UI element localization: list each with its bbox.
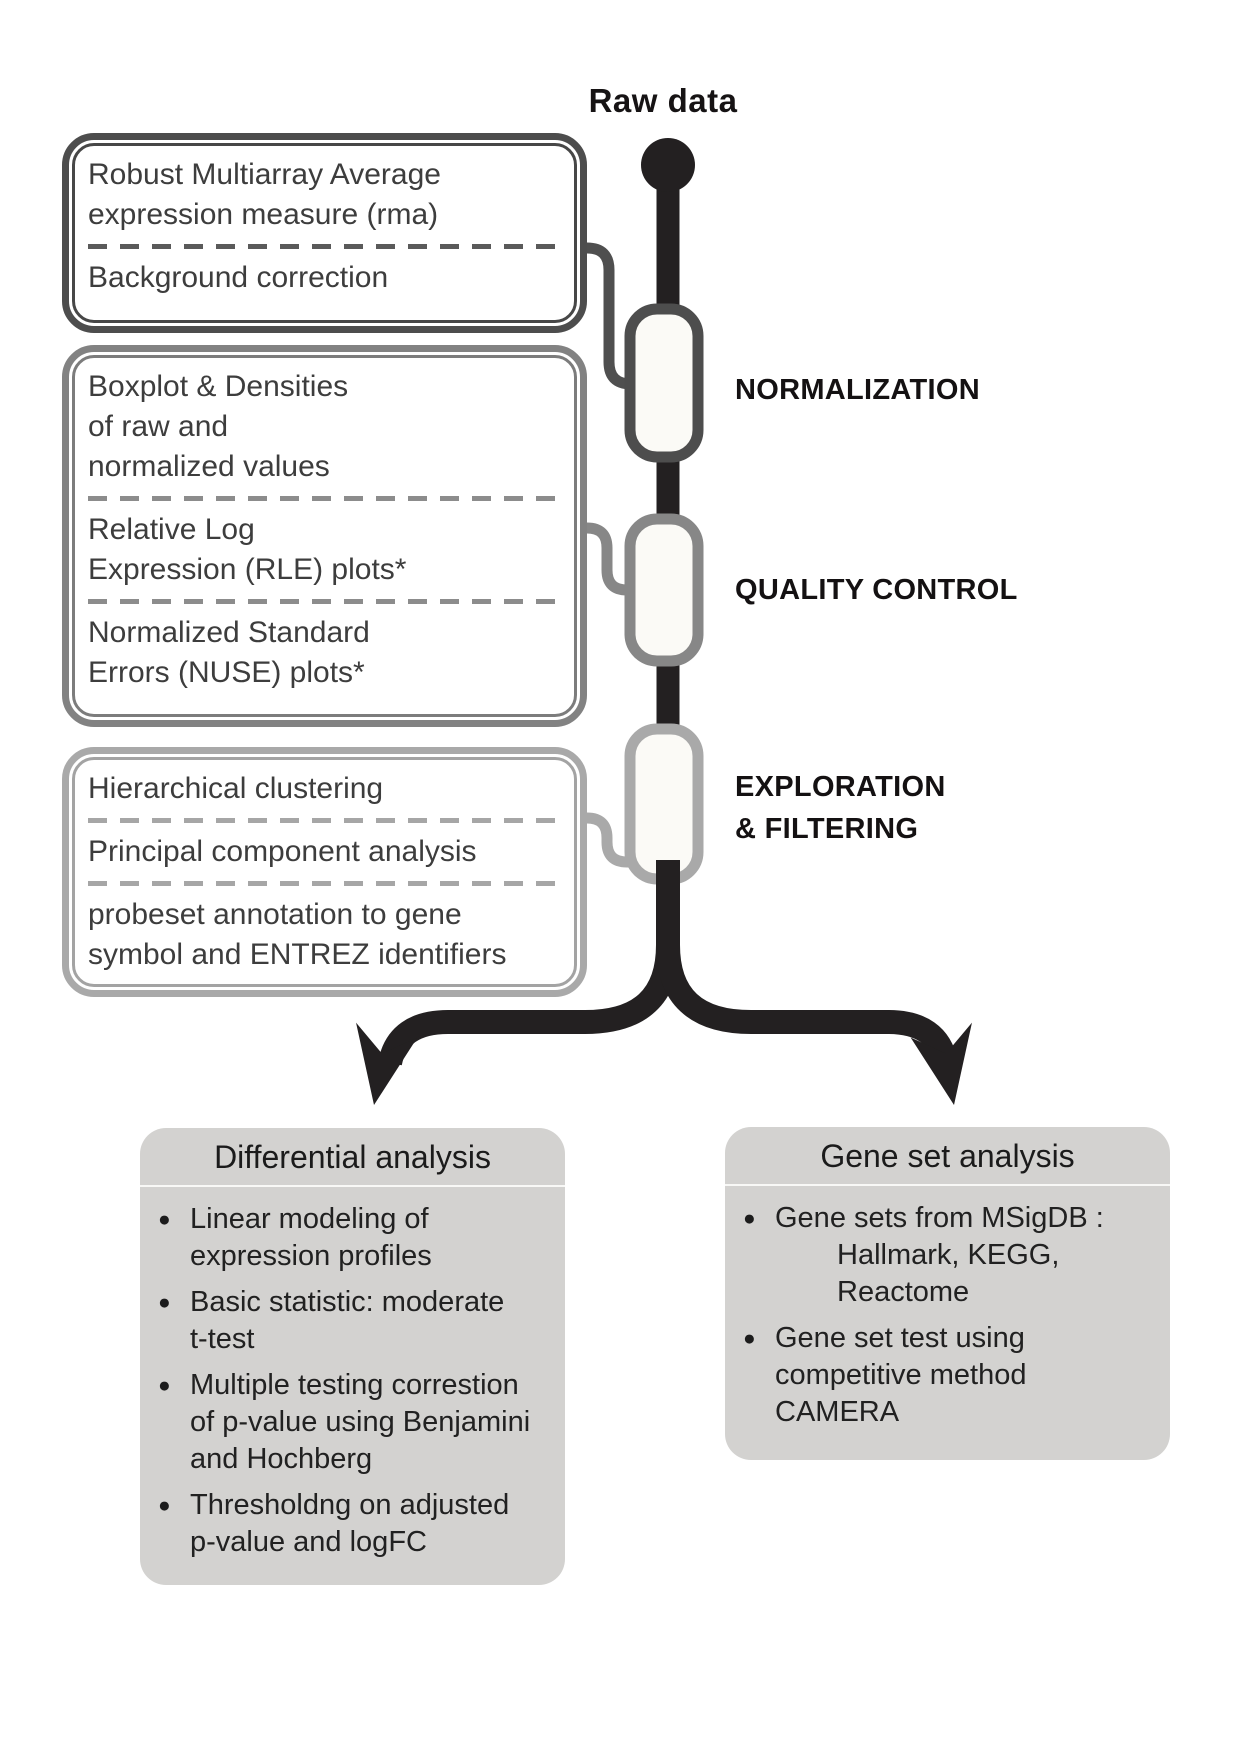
task-line: Normalized Standard — [88, 616, 370, 649]
bullet-icon: ● — [743, 1327, 756, 1350]
task-line: Boxplot & Densities — [88, 370, 349, 403]
task-box-quality-control — [62, 345, 587, 727]
bullet-icon: ● — [158, 1291, 171, 1314]
stage-label-normalization — [735, 369, 980, 411]
task-line: Robust Multiarray Average — [88, 158, 441, 191]
panel-title: Differential analysis — [140, 1128, 565, 1187]
bullet-list — [140, 1187, 565, 1561]
list-item — [158, 1487, 559, 1561]
task-line: of raw and — [88, 410, 229, 443]
task-line: Principal component analysis — [88, 835, 477, 868]
panel-gene-set-analysis — [725, 1127, 1170, 1460]
station-exploration-filtering — [630, 729, 698, 879]
bullet-line: CAMERA — [775, 1396, 900, 1428]
branch-right-path — [668, 860, 946, 1063]
raw-data-dot — [641, 138, 695, 192]
bullet-list — [725, 1186, 1170, 1431]
dashed-divider — [88, 881, 558, 886]
bullet-line: Basic statistic: moderate — [190, 1286, 505, 1318]
station-quality-control — [630, 519, 698, 661]
station-normalization — [630, 309, 698, 457]
bullet-icon: ● — [158, 1374, 171, 1397]
bullet-line: Reactome — [837, 1276, 970, 1308]
task-line: Expression (RLE) plots* — [88, 553, 407, 586]
stage-label-exploration-filtering — [735, 766, 946, 850]
task-line: Background correction — [88, 261, 389, 294]
list-item — [158, 1284, 559, 1358]
stage-label-line: NORMALIZATION — [735, 374, 980, 406]
bullet-line: p-value and logFC — [190, 1526, 427, 1558]
list-item — [743, 1200, 1164, 1311]
dashed-divider — [88, 599, 558, 604]
task-line: Errors (NUSE) plots* — [88, 656, 365, 689]
bullet-icon: ● — [743, 1207, 756, 1230]
task-box-normalization — [62, 133, 587, 333]
bullet-line: t-test — [190, 1323, 255, 1355]
list-item — [158, 1367, 559, 1478]
bullet-line: Gene set test using — [775, 1322, 1025, 1354]
bullet-line: of p-value using Benjamini — [190, 1406, 531, 1438]
stage-label-line: QUALITY CONTROL — [735, 574, 1018, 606]
bullet-line: Multiple testing correstion — [190, 1369, 519, 1401]
bullet-icon: ● — [158, 1208, 171, 1231]
task-line: symbol and ENTREZ identifiers — [88, 938, 507, 971]
dashed-divider — [88, 244, 558, 249]
task-box-normalization-content — [72, 143, 577, 323]
task-line: Relative Log — [88, 513, 255, 546]
stage-label-line: & FILTERING — [735, 813, 919, 845]
bullet-line: and Hochberg — [190, 1443, 373, 1475]
task-box-quality-control-content — [72, 355, 577, 717]
bullet-line: expression profiles — [190, 1240, 432, 1272]
bullet-line: competitive method — [775, 1359, 1027, 1391]
bullet-line: Gene sets from MSigDB : — [775, 1202, 1104, 1234]
dashed-divider — [88, 818, 558, 823]
task-line: expression measure (rma) — [88, 198, 439, 231]
bullet-line: Thresholdng on adjusted — [190, 1489, 510, 1521]
list-item — [743, 1320, 1164, 1431]
task-line: normalized values — [88, 450, 330, 483]
stage-label-quality-control — [735, 569, 1018, 611]
raw-data-label: Raw data — [588, 82, 738, 119]
stage-label-line: EXPLORATION — [735, 771, 946, 803]
panel-title: Gene set analysis — [725, 1127, 1170, 1186]
bullet-line: Linear modeling of — [190, 1203, 429, 1235]
list-item — [158, 1201, 559, 1275]
bullet-line: Hallmark, KEGG, — [837, 1239, 1060, 1271]
task-line: probeset annotation to gene — [88, 898, 462, 931]
task-line: Hierarchical clustering — [88, 772, 384, 805]
bullet-icon: ● — [158, 1494, 171, 1517]
task-box-exploration-filtering-content — [72, 757, 577, 987]
task-box-exploration-filtering — [62, 747, 587, 997]
dashed-divider — [88, 496, 558, 501]
panel-differential-analysis — [140, 1128, 565, 1585]
